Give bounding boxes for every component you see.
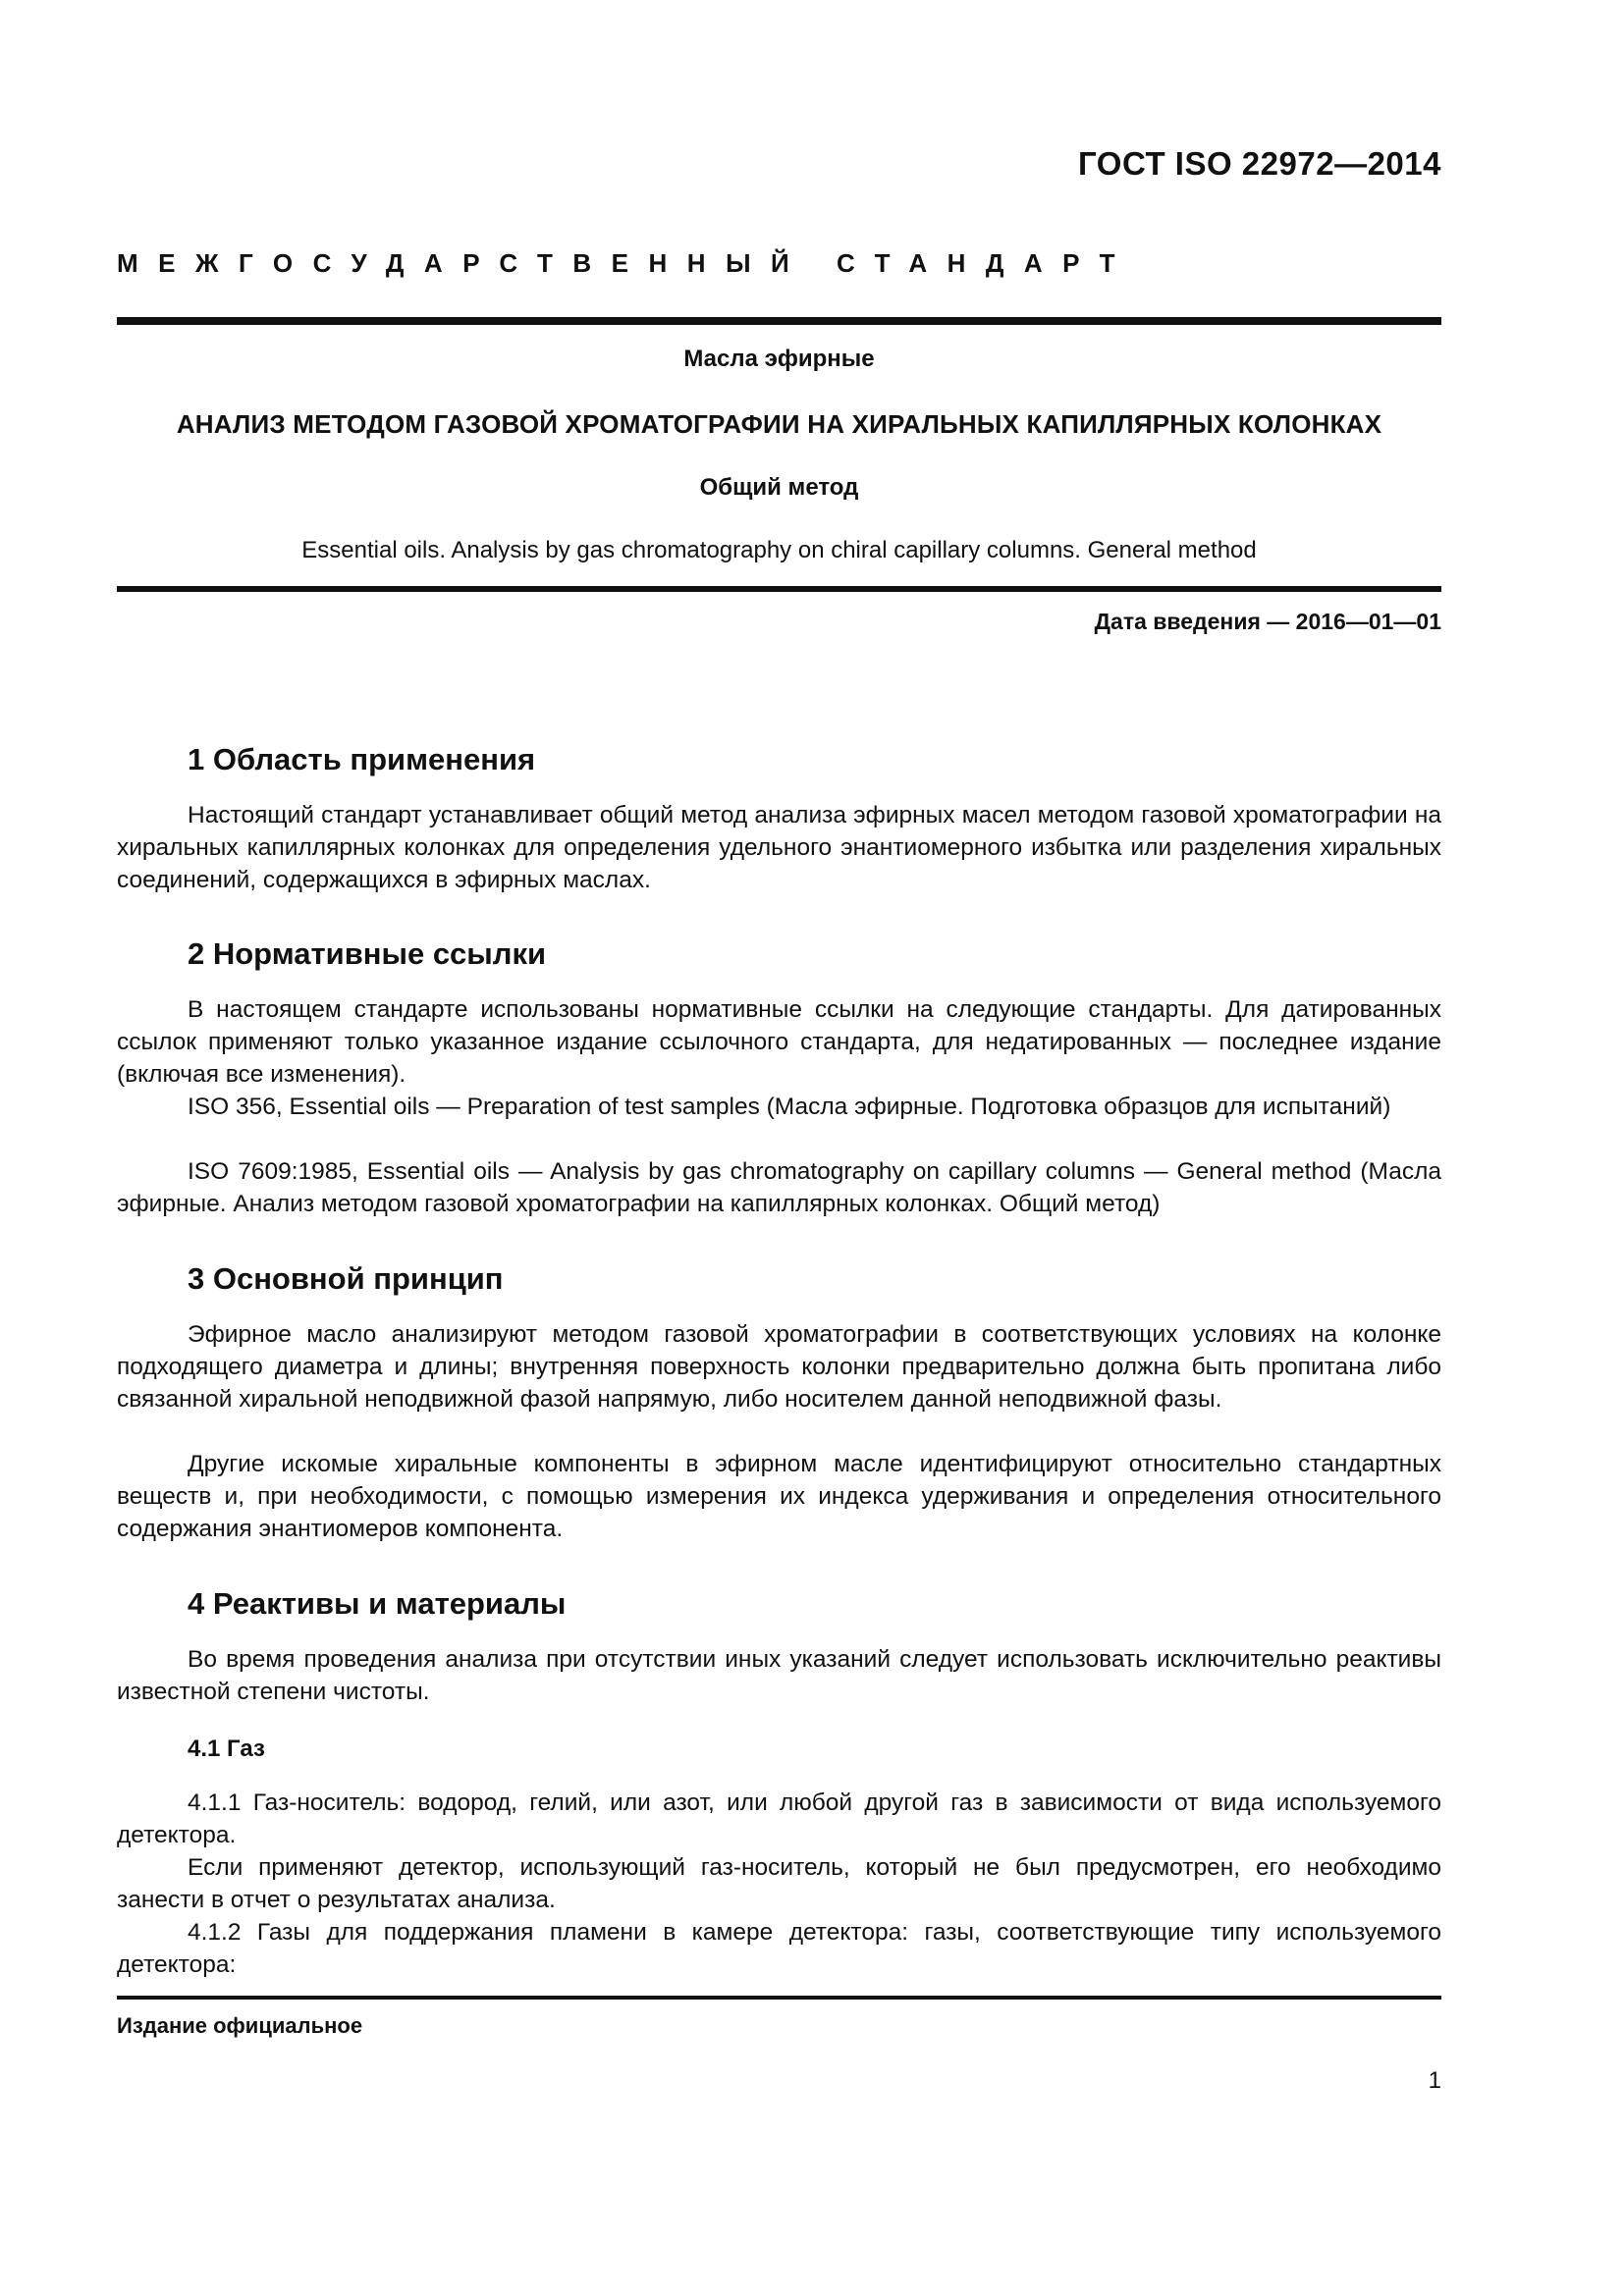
method-label: Общий метод bbox=[699, 474, 859, 501]
section-4-paragraph-2: 4.1.1 Газ-носитель: водород, гелий, или азот, или любой другой газ в зависимости от вида используемого детектора. bbox=[117, 1789, 1441, 1848]
subsection-4-1-heading: 4.1 Газ bbox=[188, 1735, 265, 1762]
document-title: АНАЛИЗ МЕТОДОМ ГАЗОВОЙ ХРОМАТОГРАФИИ НА ХИРАЛЬНЫХ КАПИЛЛЯРНЫХ КОЛОНКАХ bbox=[176, 409, 1382, 439]
section-4-paragraph-3: Если применяют детектор, использующий газ-носитель, который не был предусмотрен, его необходимо занести в отчет о результатах анализа. bbox=[117, 1854, 1441, 1913]
section-1-paragraph-1: Настоящий стандарт устанавливает общий метод анализа эфирных масел методом газовой хроматографии на хиральных капиллярных колонках для определения удельного энантиомерного избытка или разделения хиральных соединений, содержащихся в эфирных маслах. bbox=[117, 802, 1441, 893]
official-edition-label: Издание официальное bbox=[117, 2013, 363, 2038]
section-4-heading: 4 Реактивы и материалы bbox=[188, 1586, 567, 1621]
section-2-heading: 2 Нормативные ссылки bbox=[188, 936, 547, 971]
english-title: Essential oils. Analysis by gas chromatography on chiral capillary columns. General method bbox=[301, 537, 1257, 563]
top-rule bbox=[117, 317, 1441, 325]
title-rule bbox=[117, 586, 1441, 592]
section-2-paragraph-3: ISO 7609:1985, Essential oils — Analysis by gas chromatography on capillary columns — General method (Масла эфирные. Анализ методом газовой хроматографии на капиллярных колонках. Общий метод) bbox=[117, 1158, 1441, 1217]
section-4-paragraph-4: 4.1.2 Газы для поддержания пламени в камере детектора: газы, соответствующие типу используемого детектора: bbox=[117, 1919, 1441, 1978]
section-2-paragraph-2: ISO 356, Essential oils — Preparation of test samples (Масла эфирные. Подготовка образцов для испытаний) bbox=[188, 1094, 1391, 1120]
gost-number: ГОСТ ISO 22972—2014 bbox=[1078, 145, 1441, 182]
introduction-date: Дата введения — 2016—01—01 bbox=[1094, 609, 1441, 634]
footer-rule bbox=[117, 1996, 1441, 2000]
section-2-paragraph-1: В настоящем стандарте использованы нормативные ссылки на следующие стандарты. Для датированных ссылок применяют только указанное издание ссылочного стандарта, для недатированных — последнее издание (включая все изменения). bbox=[117, 996, 1441, 1088]
page-number: 1 bbox=[1428, 2067, 1441, 2094]
document-subtitle: Масла эфирные bbox=[683, 346, 875, 372]
section-3-heading: 3 Основной принцип bbox=[188, 1261, 504, 1296]
section-1-heading: 1 Область применения bbox=[188, 742, 536, 776]
section-3-paragraph-2: Другие искомые хиральные компоненты в эфирном масле идентифицируют относительно стандартных веществ и, при необходимости, с помощью измерения их индекса удерживания и определения относительного содержания энантиомеров компонента. bbox=[117, 1451, 1441, 1542]
standard-type-heading: МЕЖГОСУДАРСТВЕННЫЙ СТАНДАРТ bbox=[117, 248, 1136, 278]
section-3-paragraph-1: Эфирное масло анализируют методом газовой хроматографии в соответствующих условиях на колонке подходящего диаметра и длины; внутренняя поверхность колонки предварительно должна быть пропитана либо связанной хиральной неподвижной фазой напрямую, либо носителем данной неподвижной фазы. bbox=[117, 1321, 1441, 1413]
section-4-paragraph-1: Во время проведения анализа при отсутствии иных указаний следует использовать исключительно реактивы известной степени чистоты. bbox=[117, 1646, 1441, 1705]
